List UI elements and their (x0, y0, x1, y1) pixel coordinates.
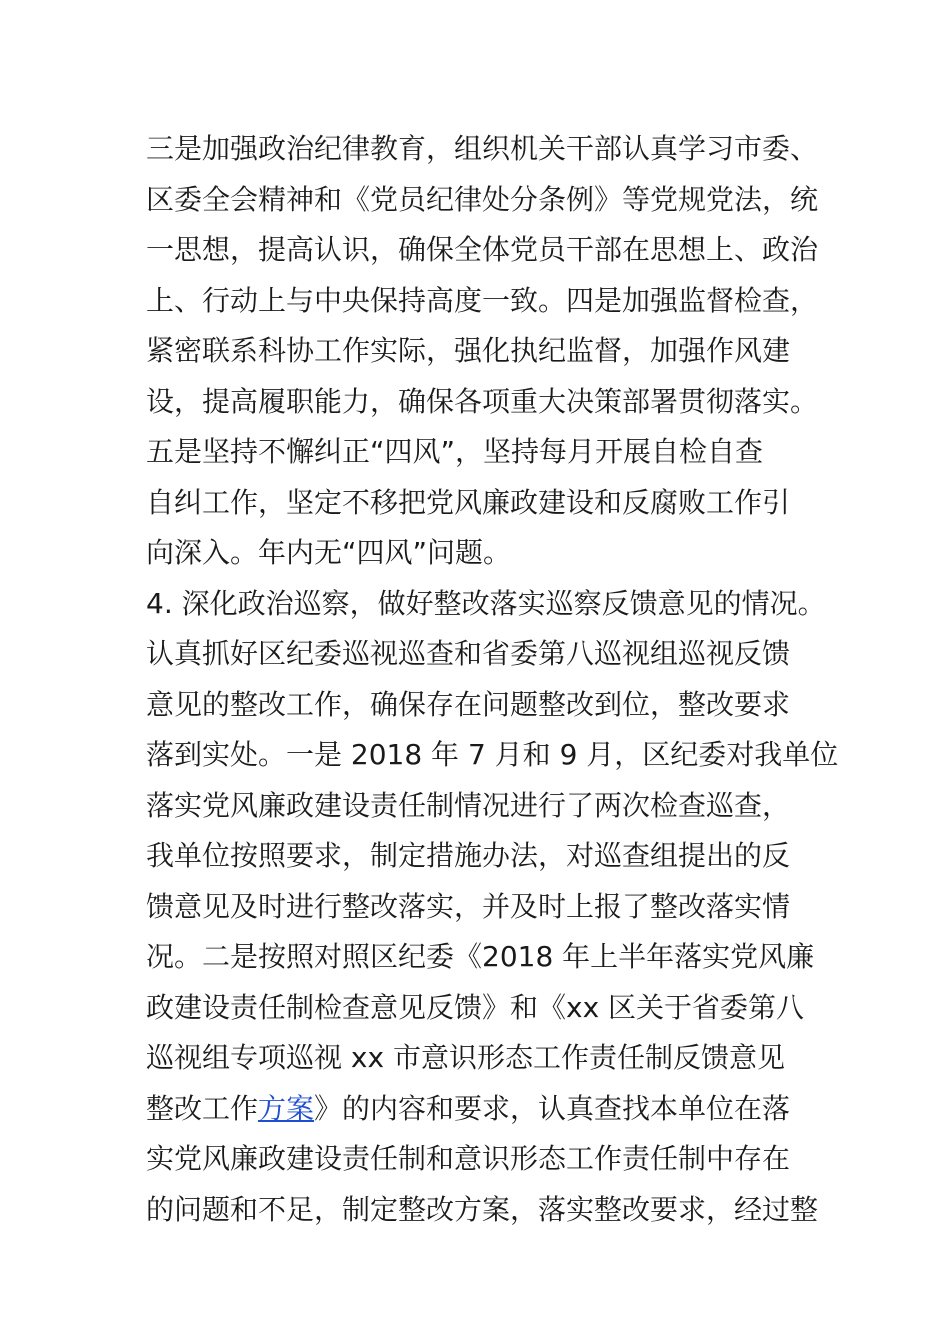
text-segment: 》的内容和要求，认真查找本单位在落 (314, 1091, 791, 1125)
text-line: 的问题和不足，制定整改方案，落实整改要求，经过整 (146, 1192, 819, 1226)
document-body (146, 124, 839, 1235)
section-heading: 4. 深化政治巡察，做好整改落实巡察反馈意见的情况。 (146, 586, 826, 620)
text-line: 自纠工作，坚定不移把党风廉政建设和反腐败工作引 (146, 485, 791, 519)
text-line: 况。二是按照对照区纪委《2018 年上半年落实党风廉 (146, 940, 815, 973)
text-line: 区委全会精神和《党员纪律处分条例》等党规党法，统 (146, 182, 819, 216)
text-line: 认真抓好区纪委巡视巡查和省委第八巡视组巡视反馈 (146, 637, 791, 670)
plan-link[interactable]: 方案 (258, 1091, 315, 1125)
text-line: 上、行动上与中央保持高度一致。四是加强监督检查， (146, 283, 819, 317)
text-line: 实党风廉政建设责任制和意识形态工作责任制中存在 (146, 1142, 791, 1175)
text-segment: 整改工作 (146, 1091, 259, 1125)
text-line: 落实党风廉政建设责任制情况进行了两次检查巡查， (146, 788, 791, 822)
text-line: 落到实处。一是 2018 年 7 月和 9 月，区纪委对我单位 (146, 738, 839, 771)
text-line: 巡视组专项巡视 xx 市意识形态工作责任制反馈意见 (146, 1041, 785, 1074)
text-line-with-link (146, 1084, 826, 1135)
text-line: 我单位按照要求，制定措施办法，对巡查组提出的反 (146, 839, 791, 872)
text-line: 设，提高履职能力，确保各项重大决策部署贯彻落实。 (146, 384, 819, 418)
text-line: 五是坚持不懈纠正“四风”，坚持每月开展自检自查 (146, 435, 764, 468)
text-line: 向深入。年内无“四风”问题。 (146, 536, 512, 569)
text-line: 意见的整改工作，确保存在问题整改到位，整改要求 (146, 687, 791, 721)
text-line: 三是加强政治纪律教育，组织机关干部认真学习市委、 (146, 132, 819, 165)
text-line: 一思想，提高认识，确保全体党员干部在思想上、政治 (146, 233, 819, 266)
text-line: 政建设责任制检查意见反馈》和《xx 区关于省委第八 (146, 990, 805, 1024)
text-line: 馈意见及时进行整改落实，并及时上报了整改落实情 (146, 889, 791, 923)
text-line: 紧密联系科协工作实际，强化执纪监督，加强作风建 (146, 334, 791, 367)
